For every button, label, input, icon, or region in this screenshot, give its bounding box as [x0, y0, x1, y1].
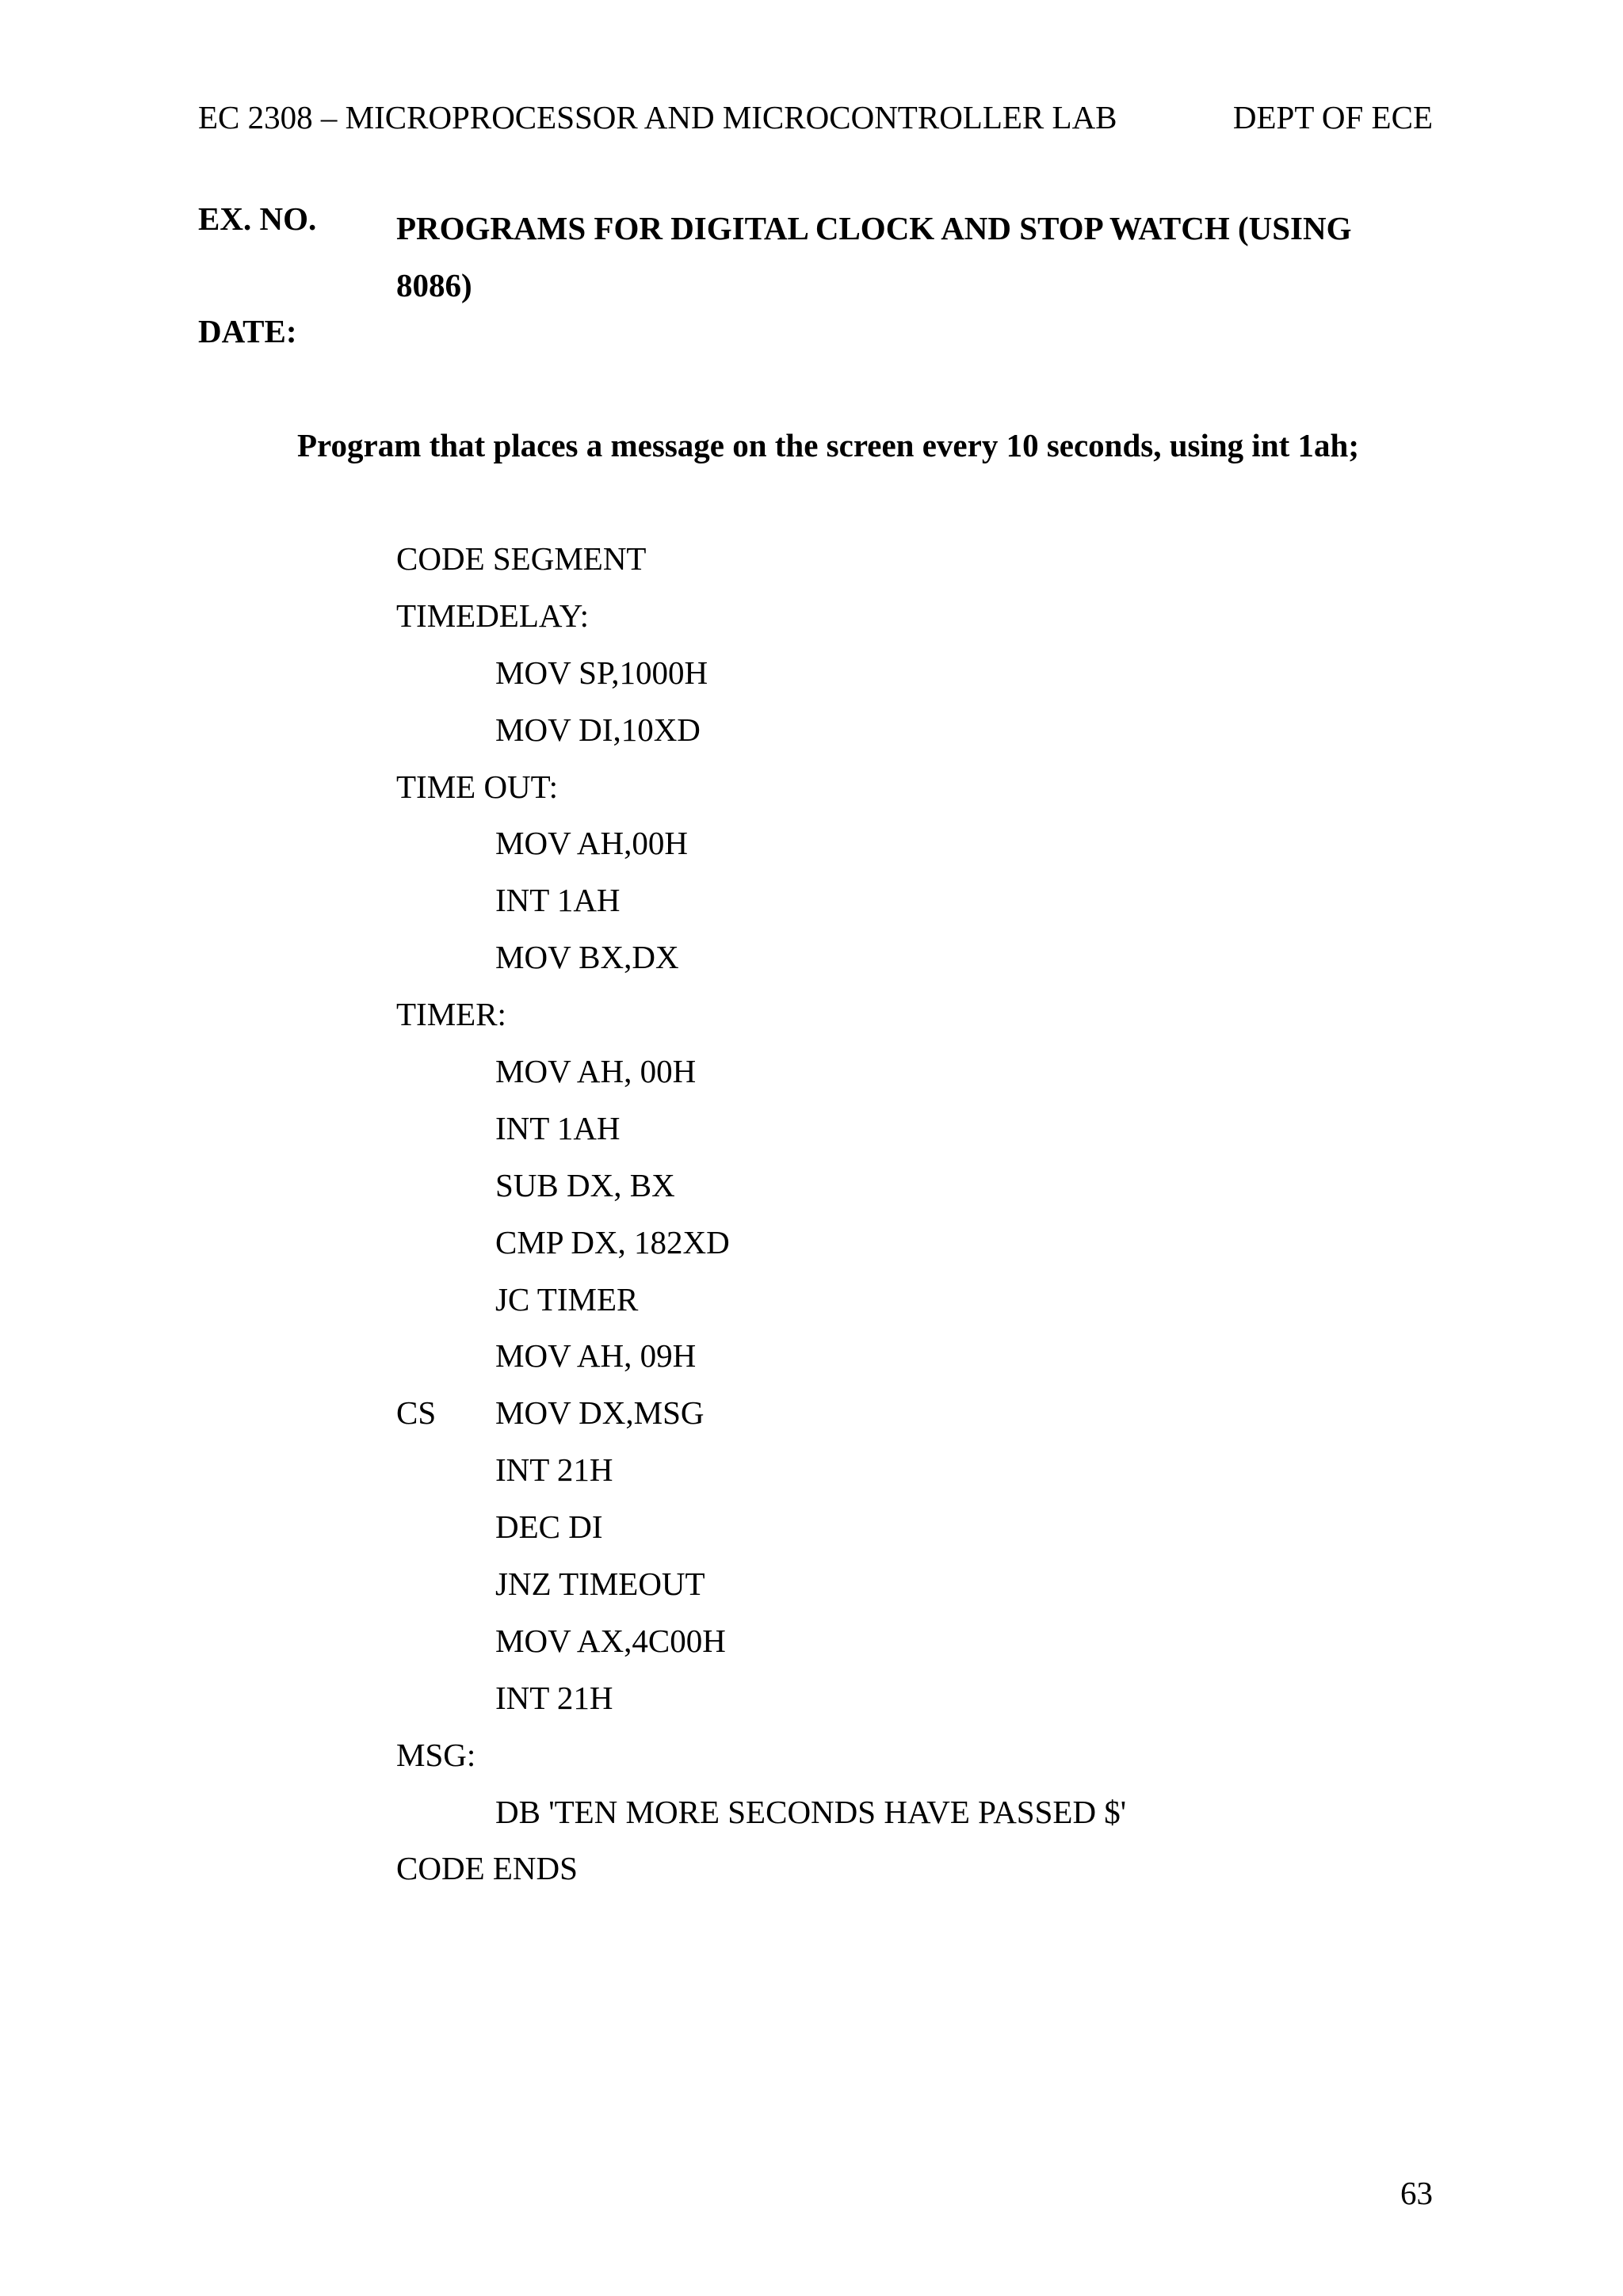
code-segment-prefix: CS	[396, 1394, 437, 1432]
code-label-line	[396, 596, 1347, 653]
code-text: INT 1AH	[495, 882, 621, 919]
code-text: CODE ENDS	[396, 1850, 578, 1887]
code-text: TIMER:	[396, 996, 506, 1033]
code-text: JC TIMER	[495, 1280, 639, 1318]
code-text: TIME OUT:	[396, 768, 559, 805]
code-instruction-line	[396, 1336, 1347, 1393]
code-instruction-line	[396, 1621, 1347, 1678]
code-instruction-line	[396, 1222, 1347, 1280]
program-description: Program that places a message on the screen every 10 seconds, using int 1ah;	[297, 427, 1359, 463]
code-text: MOV DI,10XD	[495, 711, 701, 748]
code-instruction-line	[396, 937, 1347, 994]
code-label-line	[396, 994, 1347, 1051]
code-text: DB 'TEN MORE SECONDS HAVE PASSED $'	[495, 1793, 1127, 1830]
code-text: MOV AH,00H	[495, 825, 688, 862]
code-label-line	[396, 539, 1347, 596]
header-department: DEPT OF ECE	[1232, 99, 1433, 135]
code-text: INT 21H	[495, 1451, 613, 1489]
code-text: MOV AH, 09H	[495, 1337, 697, 1375]
code-text: MOV SP,1000H	[495, 654, 708, 691]
code-text: TIMEDELAY:	[396, 597, 589, 634]
code-instruction-line	[396, 1792, 1347, 1849]
code-instruction-line	[396, 1108, 1347, 1165]
code-text: MOV DX,MSG	[495, 1394, 705, 1432]
page-number: 63	[1400, 2175, 1433, 2211]
code-label-line	[396, 1735, 1347, 1792]
code-instruction-line	[396, 1165, 1347, 1222]
code-instruction-line	[396, 653, 1347, 710]
code-instruction-line	[396, 1564, 1347, 1621]
code-instruction-line	[396, 1507, 1347, 1564]
code-text: CMP DX, 182XD	[495, 1223, 730, 1261]
code-text: SUB DX, BX	[495, 1166, 675, 1203]
code-text: MOV BX,DX	[495, 939, 679, 976]
code-instruction-line	[396, 1393, 1347, 1450]
exercise-number-label: EX. NO.	[198, 200, 317, 237]
code-text: CODE SEGMENT	[396, 540, 647, 577]
code-text: INT 1AH	[495, 1109, 621, 1146]
code-text: JNZ TIMEOUT	[495, 1566, 705, 1603]
code-instruction-line	[396, 1678, 1347, 1735]
code-text: DEC DI	[495, 1508, 603, 1546]
code-instruction-line	[396, 1280, 1347, 1337]
code-instruction-line	[396, 1051, 1347, 1108]
code-label-line	[396, 1848, 1347, 1905]
code-listing	[396, 539, 1347, 1905]
code-instruction-line	[396, 823, 1347, 880]
code-instruction-line	[396, 710, 1347, 767]
exercise-title: PROGRAMS FOR DIGITAL CLOCK AND STOP WATCH (USING 8086)	[396, 210, 1352, 303]
date-label: DATE:	[198, 313, 297, 349]
code-text: MOV AX,4C00H	[495, 1622, 726, 1659]
header-course-title: EC 2308 – MICROPROCESSOR AND MICROCONTROLLER LAB	[198, 99, 1117, 135]
code-text: MOV AH, 00H	[495, 1053, 697, 1090]
code-instruction-line	[396, 880, 1347, 937]
code-instruction-line	[396, 1450, 1347, 1507]
code-text: MSG:	[396, 1736, 476, 1773]
code-label-line	[396, 767, 1347, 824]
code-text: INT 21H	[495, 1679, 613, 1716]
